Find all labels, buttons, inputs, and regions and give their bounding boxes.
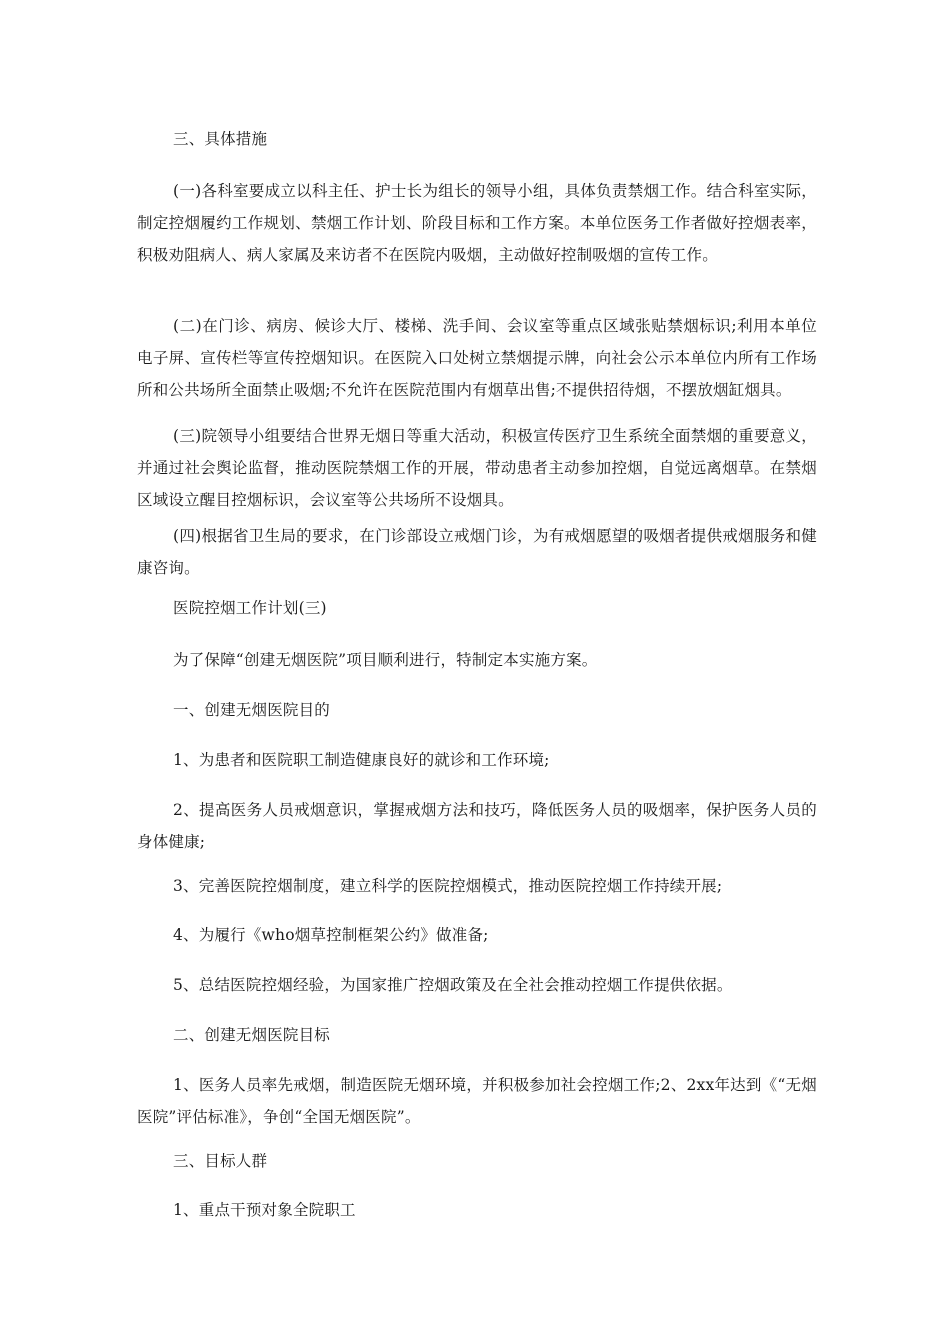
plan-title: 医院控烟工作计划(三) [173, 599, 327, 617]
target-item-1: 1、重点干预对象全院职工 [173, 1201, 356, 1219]
purpose-item-4: 4、为履行《who烟草控制框架公约》做准备; [173, 926, 489, 944]
paragraph-measure-4: (四)根据省卫生局的要求，在门诊部设立戒烟门诊，为有戒烟愿望的吸烟者提供戒烟服务和健康咨询。 [137, 527, 817, 577]
purpose-item-2: 2、提高医务人员戒烟意识，掌握戒烟方法和技巧，降低医务人员的吸烟率，保护医务人员的身体健康; [137, 801, 817, 851]
section-heading-goals: 二、创建无烟医院目标 [173, 1026, 331, 1044]
purpose-item-1: 1、为患者和医院职工制造健康良好的就诊和工作环境; [173, 751, 550, 769]
paragraph-measure-1: (一)各科室要成立以科主任、护士长为组长的领导小组，具体负责禁烟工作。结合科室实际，制定控烟履约工作规划、禁烟工作计划、阶段目标和工作方案。本单位医务工作者做好控烟表率，积极劝阻病人、病人家属及来访者不在医院内吸烟，主动做好控制吸烟的宣传工作。 [137, 182, 817, 264]
purpose-item-3: 3、完善医院控烟制度，建立科学的医院控烟模式，推动医院控烟工作持续开展; [173, 877, 723, 895]
paragraph-intro: 为了保障“创建无烟医院”项目顺利进行，特制定本实施方案。 [173, 651, 598, 669]
section-heading-specific-measures: 三、具体措施 [173, 130, 268, 148]
paragraph-measure-3: (三)院领导小组要结合世界无烟日等重大活动，积极宣传医疗卫生系统全面禁烟的重要意义，并通过社会舆论监督，推动医院禁烟工作的开展，带动患者主动参加控烟，自觉远离烟草。在禁烟区域设立醒目控烟标识，会议室等公共场所不设烟具。 [137, 427, 817, 509]
section-heading-purpose: 一、创建无烟医院目的 [173, 701, 331, 719]
goals-items: 1、医务人员率先戒烟，制造医院无烟环境，并积极参加社会控烟工作;2、2xx年达到《“无烟医院”评估标准》，争创“全国无烟医院”。 [137, 1076, 817, 1126]
purpose-item-5: 5、总结医院控烟经验，为国家推广控烟政策及在全社会推动控烟工作提供依据。 [173, 976, 733, 994]
section-heading-target-population: 三、目标人群 [173, 1152, 268, 1170]
paragraph-measure-2: (二)在门诊、病房、候诊大厅、楼梯、洗手间、会议室等重点区域张贴禁烟标识;利用本单位电子屏、宣传栏等宣传控烟知识。在医院入口处树立禁烟提示牌，向社会公示本单位内所有工作场所和公共场所全面禁止吸烟;不允许在医院范围内有烟草出售;不提供招待烟，不摆放烟缸烟具。 [137, 317, 817, 399]
